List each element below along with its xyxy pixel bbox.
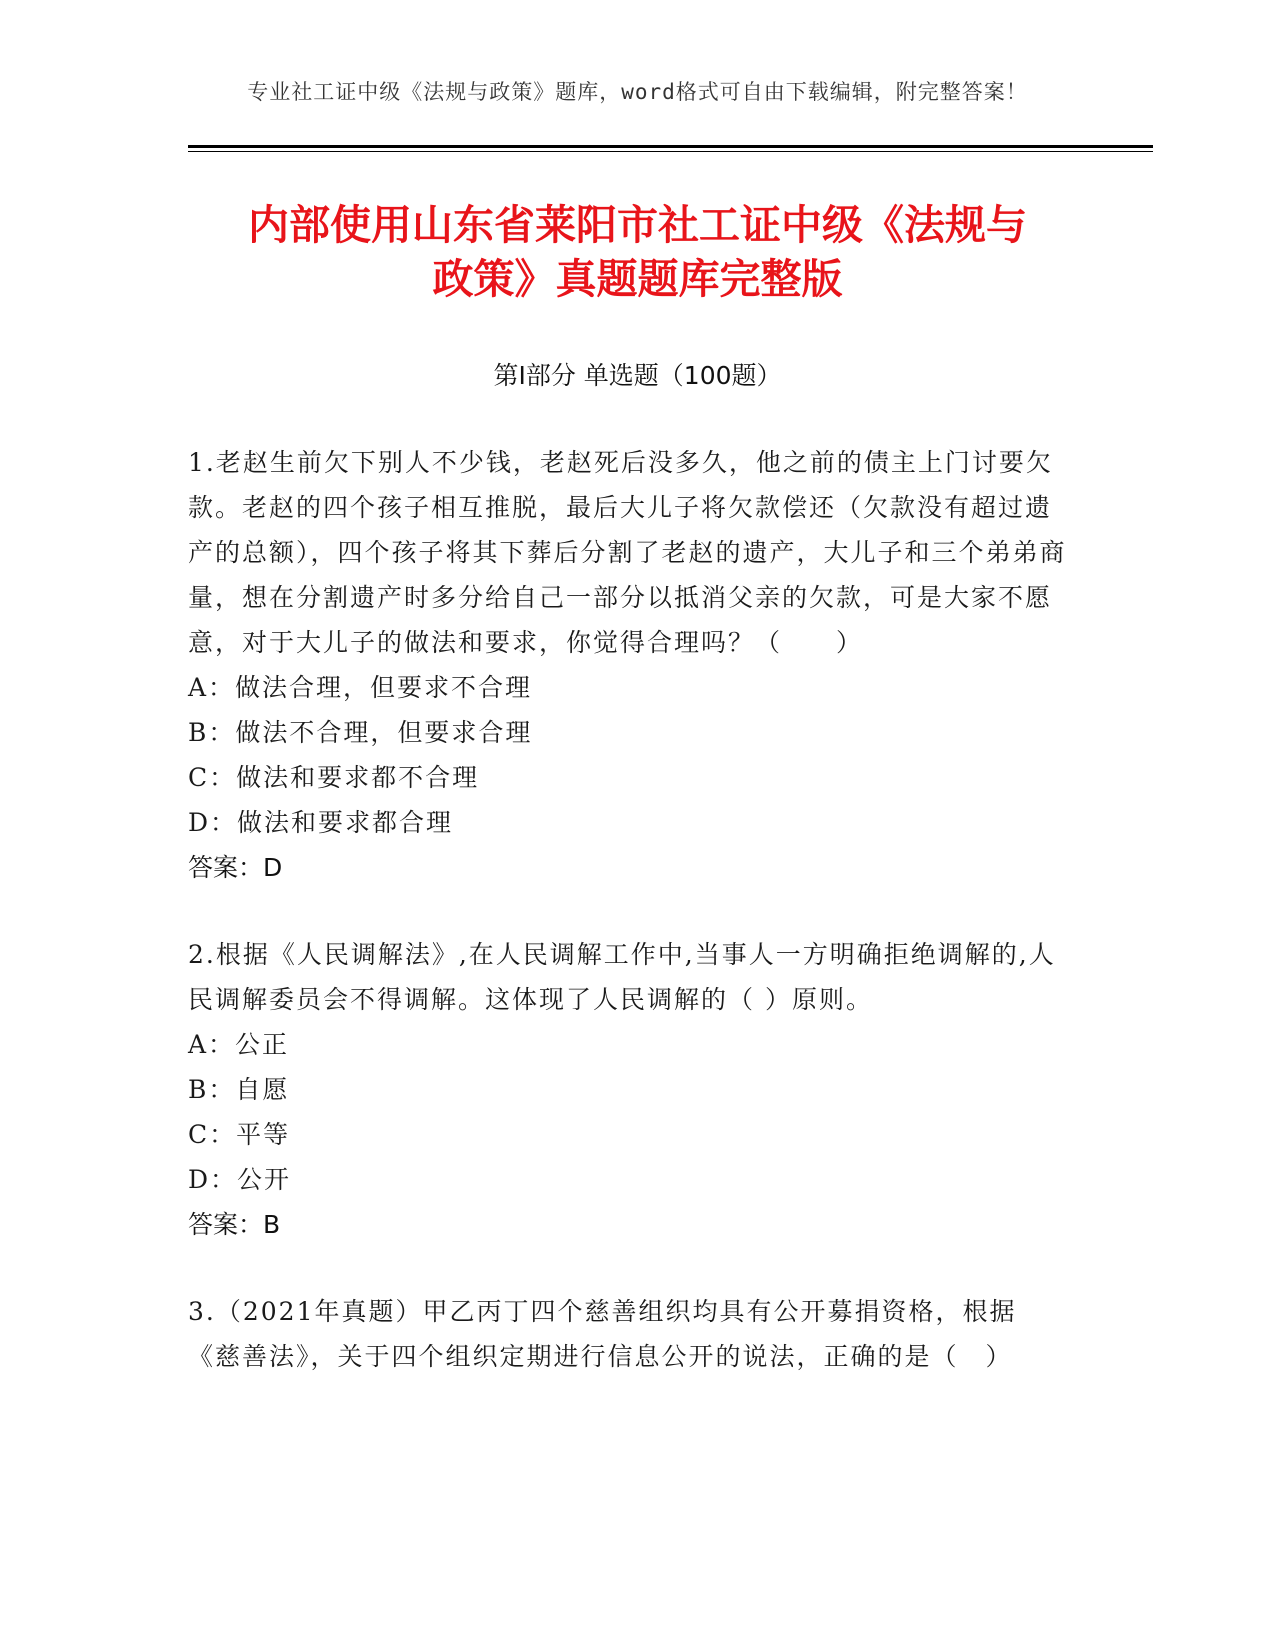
option-c: C：做法和要求都不合理 xyxy=(188,763,480,792)
option-b: B：做法不合理，但要求合理 xyxy=(188,718,533,747)
answer: 答案：B xyxy=(188,1210,281,1239)
section-title: 第Ⅰ部分 单选题（100题） xyxy=(493,361,782,390)
option-c: C：平等 xyxy=(188,1120,291,1149)
document-title xyxy=(190,198,1085,306)
question-1 xyxy=(188,440,1068,890)
option-b: B：自愿 xyxy=(188,1075,290,1104)
question-text: 3.（2021年真题）甲乙丙丁四个慈善组织均具有公开募捐资格，根据《慈善法》，关于四个组织定期进行信息公开的说法，正确的是（ ） xyxy=(188,1297,1017,1371)
question-text: 1.老赵生前欠下别人不少钱，老赵死后没多久，他之前的债主上门讨要欠款。老赵的四个孩子相互推脱，最后大儿子将欠款偿还（欠款没有超过遗产的总额），四个孩子将其下葬后分割了老赵的遗产，大儿子和三个弟弟商量，想在分割遗产时多分给自己一部分以抵消父亲的欠款，可是大家不愿意，对于大儿子的做法和要求，你觉得合理吗？（ ） xyxy=(188,448,1067,657)
option-d: D：公开 xyxy=(188,1165,292,1194)
document-title-line-1: 内部使用山东省莱阳市社工证中级《法规与 xyxy=(248,201,1027,249)
option-d: D：做法和要求都合理 xyxy=(188,808,454,837)
question-text: 2.根据《人民调解法》,在人民调解工作中,当事人一方明确拒绝调解的,人民调解委员会不得调解。这体现了人民调解的（ ）原则。 xyxy=(188,940,1056,1014)
answer: 答案：D xyxy=(188,853,283,882)
document-title-line-2: 政策》真题题库完整版 xyxy=(432,255,843,303)
question-3 xyxy=(188,1289,1068,1379)
question-list xyxy=(188,440,1068,1421)
option-a: A：做法合理，但要求不合理 xyxy=(188,673,533,702)
header-rule-thin xyxy=(188,151,1153,152)
option-a: A：公正 xyxy=(188,1030,290,1059)
header-note: 专业社工证中级《法规与政策》题库，word格式可自由下载编辑，附完整答案！ xyxy=(247,80,1028,104)
header-rule xyxy=(188,145,1153,148)
question-2 xyxy=(188,932,1068,1247)
